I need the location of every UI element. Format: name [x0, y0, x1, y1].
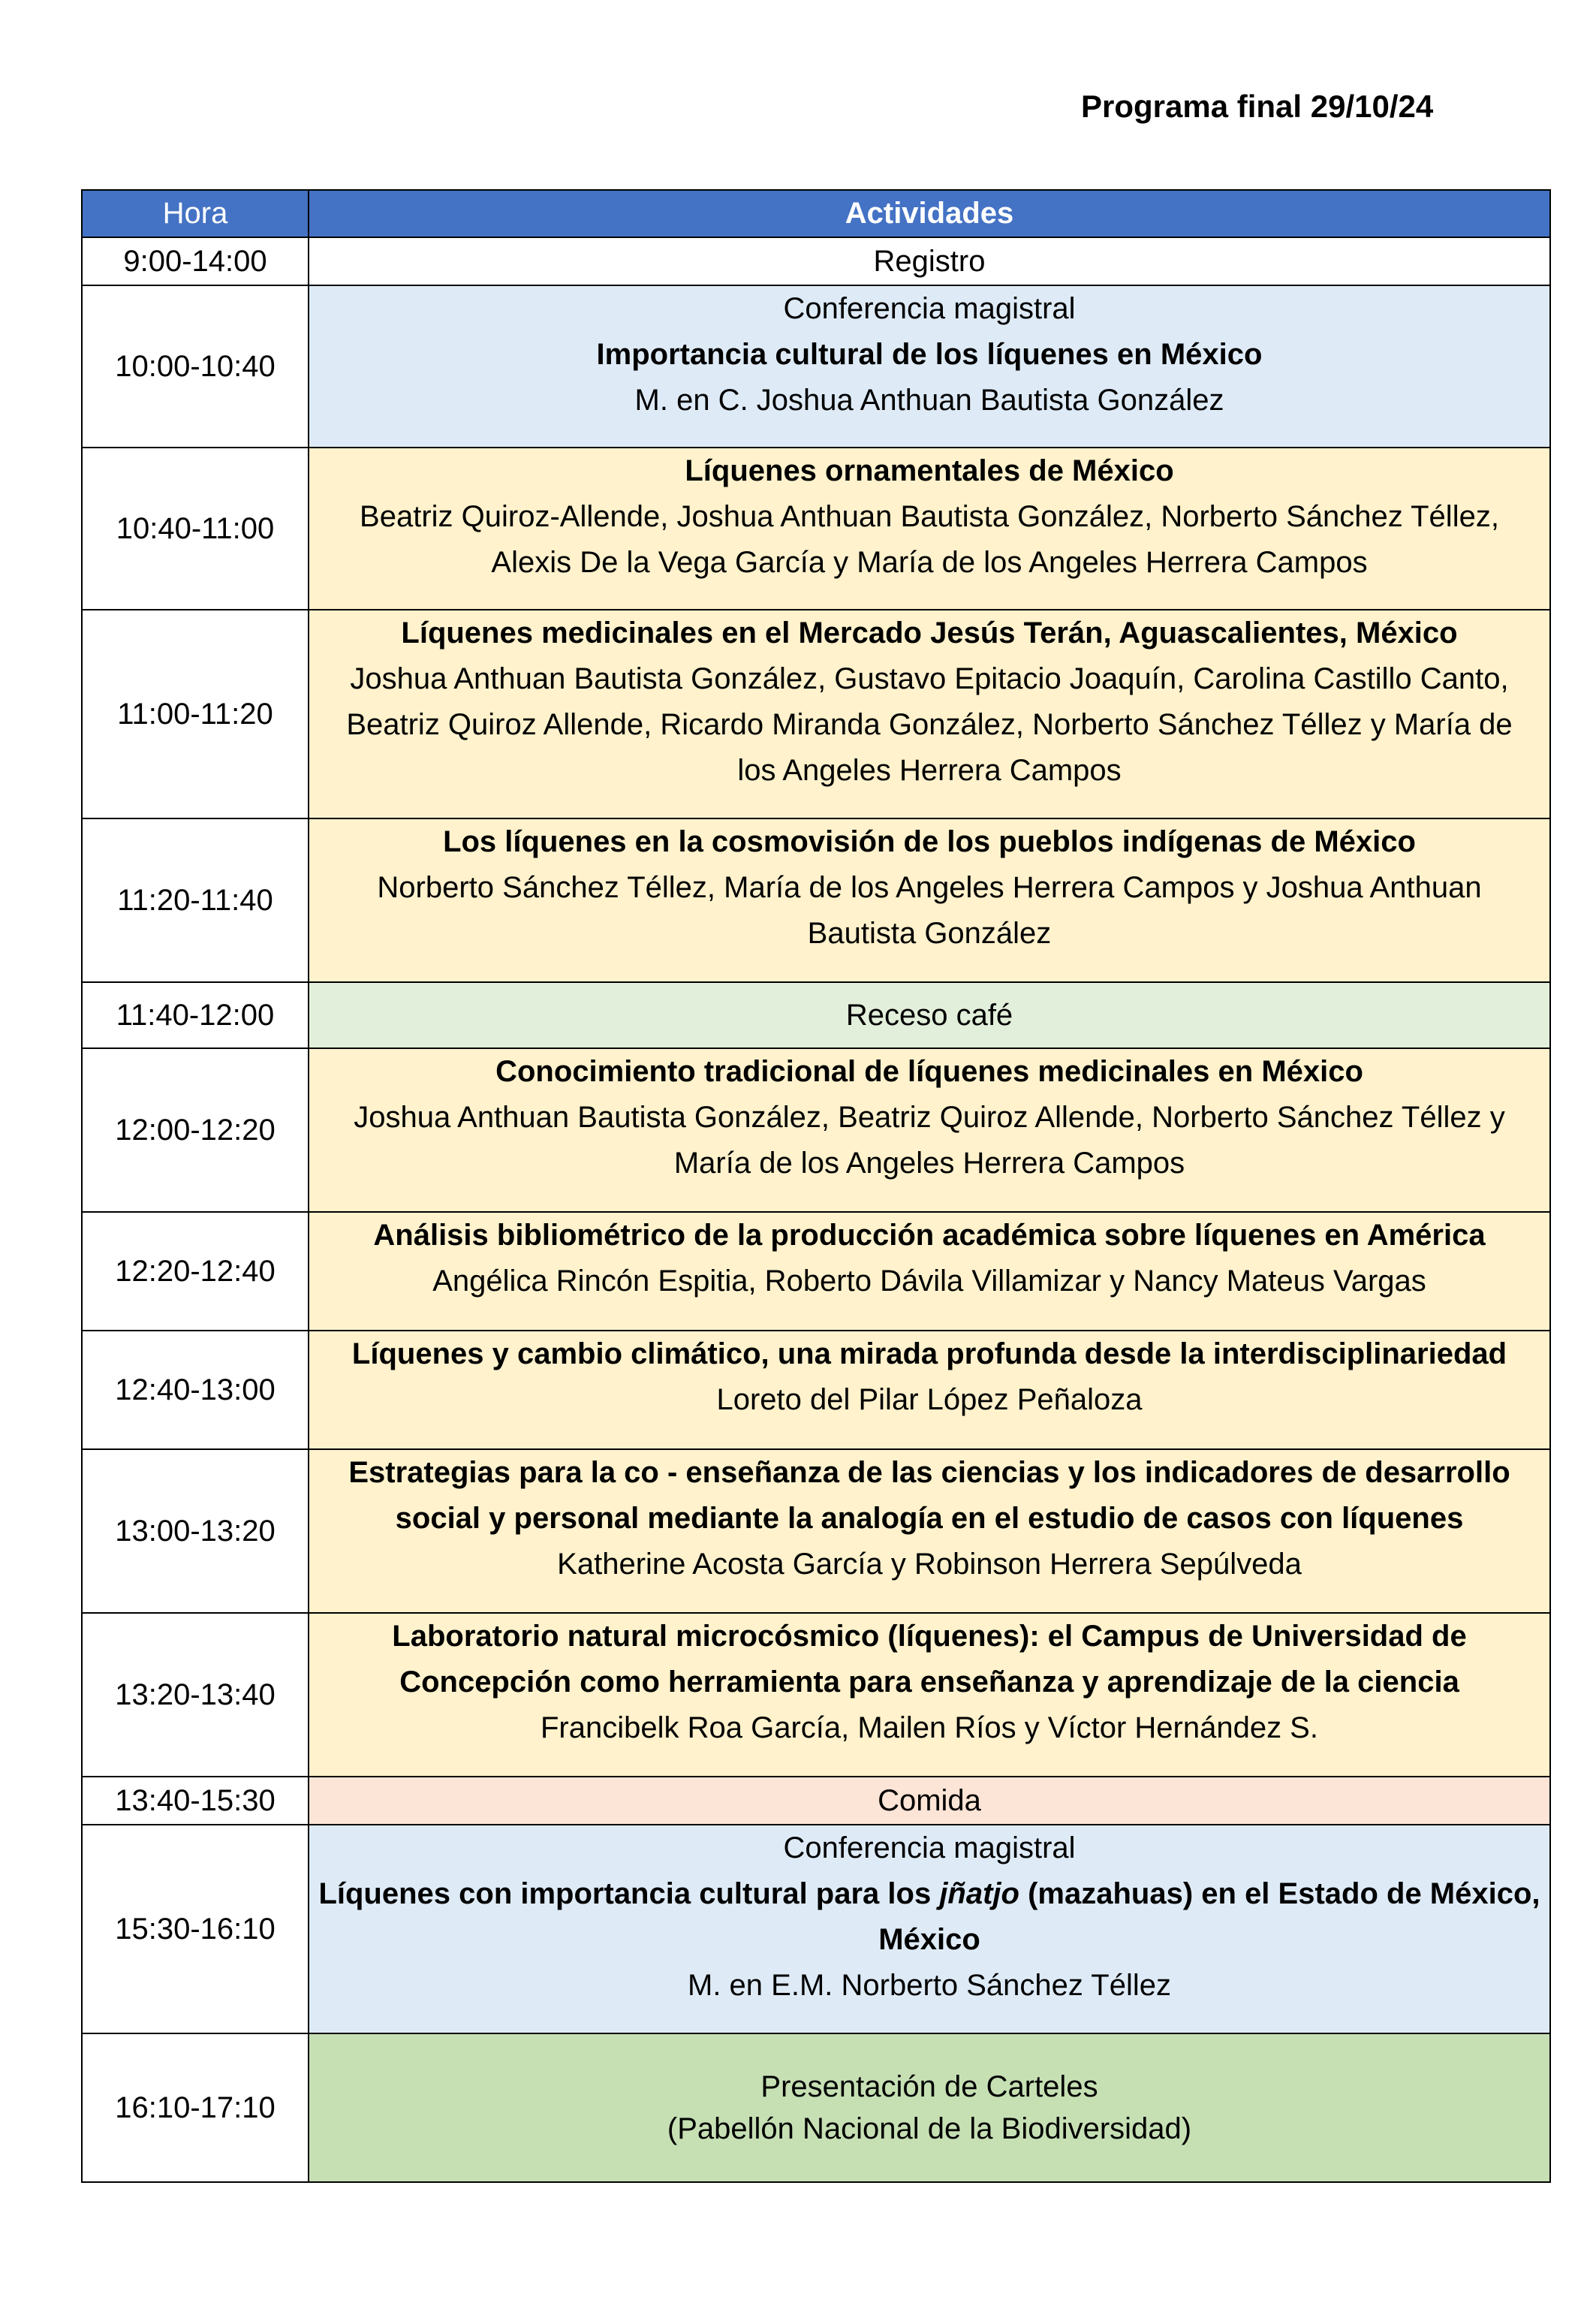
time-cell: 11:00-11:20 — [82, 610, 309, 818]
time-cell: 12:00-12:20 — [82, 1048, 309, 1212]
table-row — [82, 2033, 1550, 2182]
time-cell: 11:40-12:00 — [82, 982, 309, 1048]
talk-title: Conocimiento tradicional de líquenes medicinales en México — [495, 1055, 1363, 1088]
activity-cell — [309, 285, 1550, 448]
session-type: Conferencia magistral — [783, 1831, 1076, 1864]
time-cell: 12:40-13:00 — [82, 1331, 309, 1449]
table-row — [82, 237, 1550, 285]
talk-title: México — [878, 1923, 980, 1956]
table-row — [82, 1825, 1550, 2033]
talk-title: Análisis bibliométrico de la producción académica sobre líquenes en América — [373, 1219, 1486, 1252]
table-row — [82, 1212, 1550, 1331]
activity-cell — [309, 818, 1550, 982]
poster-session-label: Presentación de Carteles — [760, 2070, 1098, 2103]
activity-cell — [309, 610, 1550, 818]
authors: Bautista González — [807, 917, 1052, 950]
talk-title: Los líquenes en la cosmovisión de los pueblos indígenas de México — [443, 825, 1416, 858]
activity-cell — [309, 1212, 1550, 1331]
activity-cell — [309, 1613, 1550, 1777]
table-row — [82, 1613, 1550, 1777]
table-row — [82, 818, 1550, 982]
table-row — [82, 1331, 1550, 1449]
activity-cell — [309, 237, 1550, 285]
talk-title: social y personal mediante la analogía en el estudio de casos con líquenes — [395, 1502, 1464, 1535]
talk-title: Estrategias para la co - enseñanza de las ciencias y los indicadores de desarrollo — [348, 1456, 1510, 1489]
time-cell: 16:10-17:10 — [82, 2033, 309, 2182]
time-cell: 11:20-11:40 — [82, 818, 309, 982]
page-title: Programa final 29/10/24 — [1081, 89, 1434, 124]
authors: Beatriz Quiroz-Allende, Joshua Anthuan Bautista González, Norberto Sánchez Téllez, — [360, 500, 1499, 533]
activity-cell — [309, 1449, 1550, 1613]
table-header-row — [82, 190, 1550, 237]
authors: Loreto del Pilar López Peñaloza — [716, 1383, 1143, 1416]
break-label: Comida — [878, 1783, 981, 1817]
activity-cell — [309, 1825, 1550, 2033]
time-cell: 13:40-15:30 — [82, 1777, 309, 1825]
time-cell: 12:20-12:40 — [82, 1212, 309, 1331]
speaker: M. en C. Joshua Anthuan Bautista González — [634, 384, 1224, 417]
activity-cell — [309, 2033, 1550, 2182]
talk-title — [317, 1871, 1542, 1917]
poster-session-location: (Pabellón Nacional de la Biodiversidad) — [667, 2112, 1192, 2145]
talk-title: Importancia cultural de los líquenes en México — [596, 338, 1263, 371]
talk-title-italic-term: jñatjo — [939, 1877, 1019, 1910]
authors: Angélica Rincón Espitia, Roberto Dávila Villamizar y Nancy Mateus Vargas — [432, 1265, 1426, 1298]
time-cell: 10:40-11:00 — [82, 448, 309, 610]
schedule-table — [81, 189, 1551, 2183]
time-cell: 10:00-10:40 — [82, 285, 309, 448]
time-cell: 15:30-16:10 — [82, 1825, 309, 2033]
talk-title: Líquenes y cambio climático, una mirada profunda desde la interdisciplinariedad — [351, 1337, 1507, 1370]
time-cell: 13:00-13:20 — [82, 1449, 309, 1613]
activity-cell — [309, 1048, 1550, 1212]
authors: Norberto Sánchez Téllez, María de los Angeles Herrera Campos y Joshua Anthuan — [377, 871, 1482, 904]
talk-title: Líquenes ornamentales de México — [685, 454, 1174, 487]
authors: los Angeles Herrera Campos — [737, 754, 1122, 787]
activity-cell — [309, 1331, 1550, 1449]
authors: Francibelk Roa García, Mailen Ríos y Víctor Hernández S. — [541, 1711, 1318, 1744]
table-row — [82, 982, 1550, 1048]
time-cell: 13:20-13:40 — [82, 1613, 309, 1777]
table-row — [82, 448, 1550, 610]
column-header-hora: Hora — [82, 190, 309, 237]
authors: Joshua Anthuan Bautista González, Beatriz Quiroz Allende, Norberto Sánchez Téllez y — [354, 1101, 1505, 1134]
time-cell: 9:00-14:00 — [82, 237, 309, 285]
column-header-actividades: Actividades — [309, 190, 1550, 237]
break-label: Receso café — [845, 998, 1013, 1032]
talk-title: Líquenes medicinales en el Mercado Jesús Terán, Aguascalientes, México — [401, 616, 1458, 650]
talk-title: Laboratorio natural microcósmico (líquenes): el Campus de Universidad de — [392, 1620, 1467, 1653]
table-row — [82, 285, 1550, 448]
activity-cell — [309, 448, 1550, 610]
talk-title: Concepción como herramienta para enseñanza y aprendizaje de la ciencia — [399, 1665, 1459, 1699]
talk-title-part: (mazahuas) en el Estado de México, — [1019, 1877, 1540, 1910]
authors: Alexis De la Vega García y María de los Angeles Herrera Campos — [491, 546, 1368, 579]
authors: Katherine Acosta García y Robinson Herrera Sepúlveda — [557, 1548, 1302, 1581]
authors: Joshua Anthuan Bautista González, Gustavo Epitacio Joaquín, Carolina Castillo Canto, — [350, 662, 1509, 695]
authors: María de los Angeles Herrera Campos — [673, 1147, 1185, 1180]
table-row — [82, 1048, 1550, 1212]
table-row — [82, 1777, 1550, 1825]
speaker: M. en E.M. Norberto Sánchez Téllez — [688, 1969, 1171, 2002]
session-type: Conferencia magistral — [783, 292, 1076, 325]
table-row — [82, 1449, 1550, 1613]
activity-cell — [309, 1777, 1550, 1825]
table-row — [82, 610, 1550, 818]
activity-cell — [309, 982, 1550, 1048]
activity-text: Registro — [873, 244, 986, 278]
authors: Beatriz Quiroz Allende, Ricardo Miranda González, Norberto Sánchez Téllez y María de — [346, 708, 1513, 741]
talk-title-part: Líquenes con importancia cultural para los — [318, 1877, 940, 1910]
